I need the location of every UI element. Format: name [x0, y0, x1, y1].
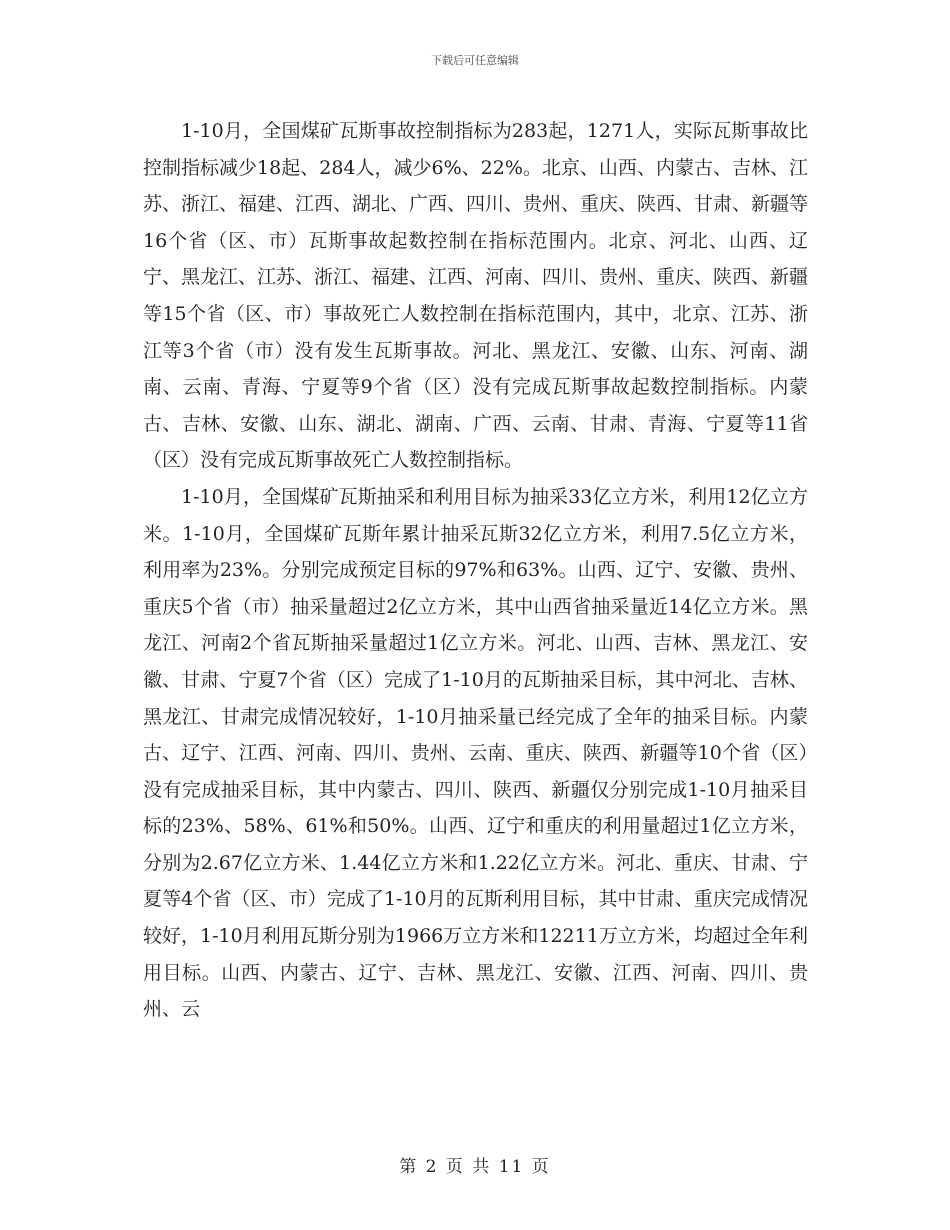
page-header: 下载后可任意编辑 — [431, 54, 519, 67]
page-footer: 第 2 页 共 11 页 — [399, 1157, 551, 1177]
paragraph-gas-accidents: 1-10月，全国煤矿瓦斯事故控制指标为283起，1271人，实际瓦斯事故比控制指标减少18起、284人，减少6%、22%。北京、山西、内蒙古、吉林、江苏、浙江、福建、江西、湖北、广西、四川、贵州、重庆、陕西、甘肃、新疆等16个省（区、市）瓦斯事故起数控制在指标范围内。北京、河北、山西、辽宁、黑龙江、江苏、浙江、福建、江西、河南、四川、贵州、重庆、陕西、新疆等15个省（区、市）事故死亡人数控制在指标范围内，其中，北京、江苏、浙江等3个省（市）没有发生瓦斯事故。河北、黑龙江、安徽、山东、河南、湖南、云南、青海、宁夏等9个省（区）没有完成瓦斯事故起数控制指标。内蒙古、吉林、安徽、山东、湖北、湖南、广西、云南、甘肃、青海、宁夏等11省（区）没有完成瓦斯事故死亡人数控制指标。 — [143, 120, 809, 472]
paragraph-gas-extraction: 1-10月，全国煤矿瓦斯抽采和利用目标为抽采33亿立方米，利用12亿立方米。1-10月，全国煤矿瓦斯年累计抽采瓦斯32亿立方米，利用7.5亿立方米，利用率为23%。分别完成预定目标的97%和63%。山西、辽宁、安徽、贵州、重庆5个省（市）抽采量超过2亿立方米，其中山西省抽采量近14亿立方米。黑龙江、河南2个省瓦斯抽采量超过1亿立方米。河北、山西、吉林、黑龙江、安徽、甘肃、宁夏7个省（区）完成了1-10月的瓦斯抽采目标，其中河北、吉林、黑龙江、甘肃完成情况较好，1-10月抽采量已经完成了全年的抽采目标。内蒙古、辽宁、江西、河南、四川、贵州、云南、重庆、陕西、新疆等10个省（区）没有完成抽采目标，其中内蒙古、四川、陕西、新疆仅分别完成1-10月抽采目标的23%、58%、61%和50%。山西、辽宁和重庆的利用量超过1亿立方米，分别为2.67亿立方米、1.44亿立方米和1.22亿立方米。河北、重庆、甘肃、宁夏等4个省（区、市）完成了1-10月的瓦斯利用目标，其中甘肃、重庆完成情况较好，1-10月利用瓦斯分别为1966万立方米和12211万立方米，均超过全年利用目标。山西、内蒙古、辽宁、吉林、黑龙江、安徽、江西、河南、四川、贵州、云 — [143, 485, 808, 1021]
document-body — [143, 113, 808, 1028]
